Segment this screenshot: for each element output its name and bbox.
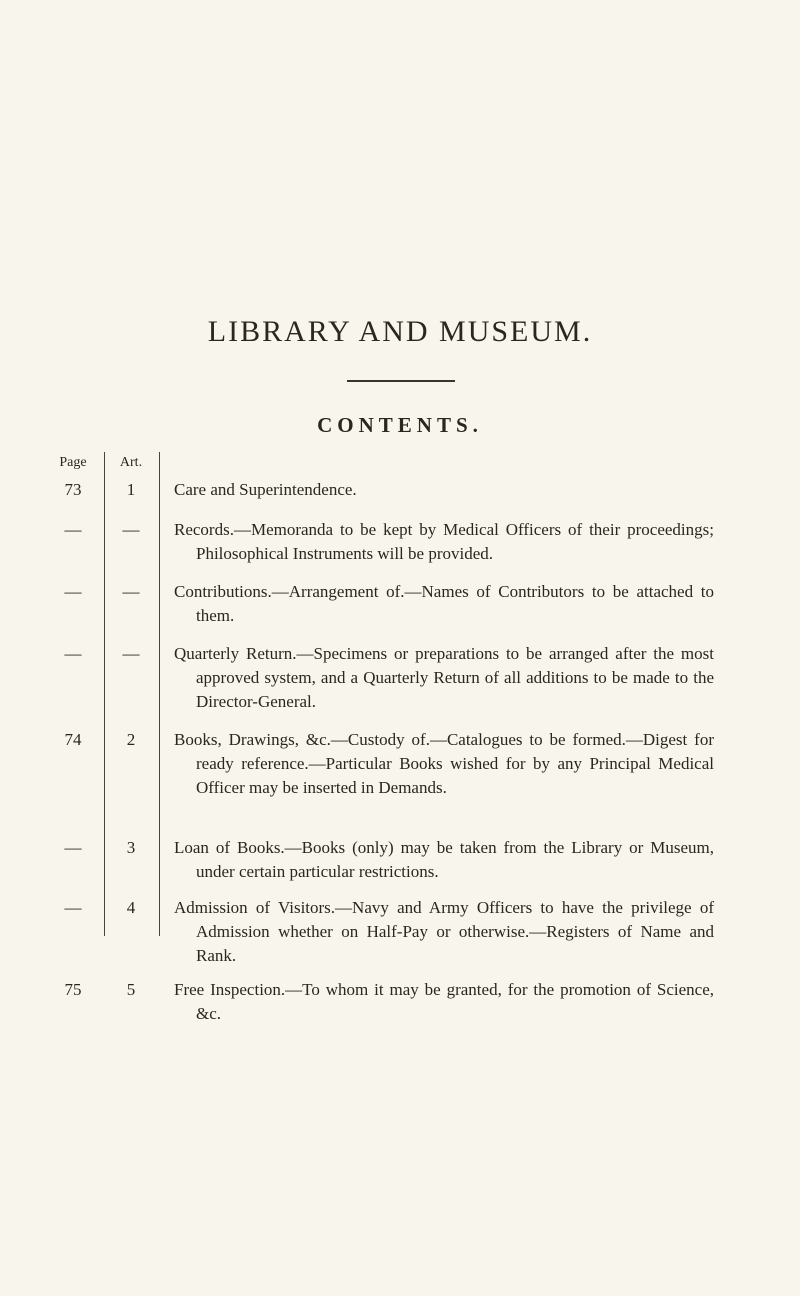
entry-text: Contributions.—Arrangement of.—Names of Contributors to be attached to them. bbox=[174, 582, 714, 625]
entry-text: Loan of Books.—Books (only) may be taken from the Library or Museum, under certain particular restrictions. bbox=[174, 838, 714, 881]
entry-article: — bbox=[122, 520, 140, 539]
article-column-header: Art. bbox=[119, 455, 143, 470]
entry-article: 4 bbox=[126, 898, 136, 917]
entry-page: 74 bbox=[64, 730, 82, 749]
entry-text: Care and Superintendence. bbox=[174, 480, 357, 499]
entry-page: — bbox=[64, 644, 82, 663]
entry-page: — bbox=[64, 520, 82, 539]
entry-page: 75 bbox=[64, 980, 82, 999]
entry-article: — bbox=[122, 582, 140, 601]
entry-page: — bbox=[64, 898, 82, 917]
entry-article: — bbox=[122, 644, 140, 663]
entry-article: 2 bbox=[126, 730, 136, 749]
entry-text: Books, Drawings, &c.—Custody of.—Catalogues to be formed.—Digest for ready reference.—Particular Books wished for by any Principal Medical Officer may be inserted in Demands. bbox=[174, 730, 714, 797]
page-column-header: Page bbox=[59, 455, 87, 470]
column-divider-article bbox=[159, 452, 160, 936]
entry-article: 5 bbox=[126, 980, 136, 999]
entry-page: 73 bbox=[64, 480, 82, 499]
page-title: LIBRARY AND MUSEUM. bbox=[207, 315, 593, 348]
entry-article: 1 bbox=[126, 480, 136, 499]
entry-text: Quarterly Return.—Specimens or preparations to be arranged after the most approved system, and a Quarterly Return of all additions to be made to the Director-General. bbox=[174, 644, 714, 711]
entry-page: — bbox=[64, 582, 82, 601]
entry-page: — bbox=[64, 838, 82, 857]
entry-text: Free Inspection.—To whom it may be granted, for the promotion of Science, &c. bbox=[174, 980, 714, 1023]
entry-text: Admission of Visitors.—Navy and Army Officers to have the privilege of Admission whether on Half-Pay or otherwise.—Registers of Name and Rank. bbox=[174, 898, 714, 965]
entry-text: Records.—Memoranda to be kept by Medical Officers of their proceedings; Philosophical Instruments will be provided. bbox=[174, 520, 714, 563]
title-rule bbox=[347, 380, 455, 382]
contents-heading: CONTENTS. bbox=[317, 413, 483, 437]
entry-article: 3 bbox=[126, 838, 136, 857]
